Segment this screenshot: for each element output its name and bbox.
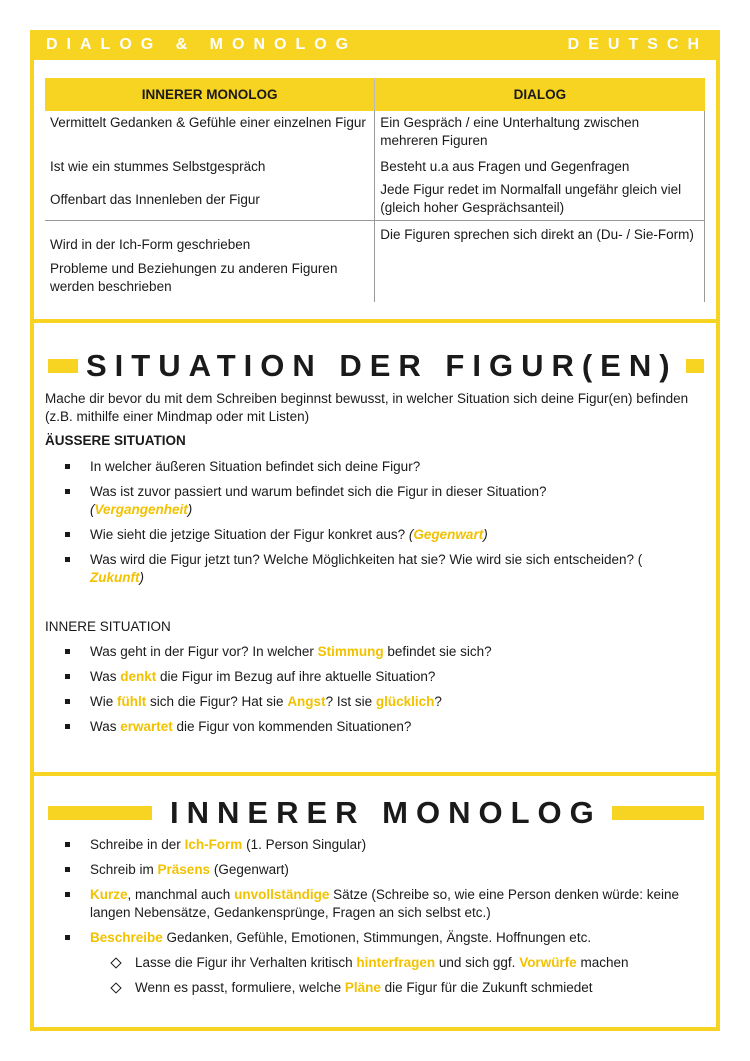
table-cell: Wird in der Ich-Form geschrieben: [45, 221, 375, 257]
bullet-square-icon: [65, 557, 70, 562]
list-item: Schreibe in der Ich-Form (1. Person Singular): [45, 836, 715, 854]
list-item: Was geht in der Figur vor? In welcher Stimmung befindet sie sich?: [45, 643, 715, 661]
situation-heading: [48, 348, 704, 384]
table-cell: Vermittelt Gedanken & Gefühle einer einzelnen Figur: [45, 111, 375, 152]
bullet-diamond-icon: [110, 982, 121, 993]
list-item: Was denkt die Figur im Bezug auf ihre aktuelle Situation?: [45, 668, 715, 686]
heading-bar-left: [48, 806, 152, 820]
heading-bar-right: [686, 359, 704, 373]
header-bar: [30, 30, 720, 60]
bullet-square-icon: [65, 674, 70, 679]
section-divider: [30, 319, 720, 323]
bullet-square-icon: [65, 892, 70, 897]
heading-bar-right: [612, 806, 704, 820]
bullet-square-icon: [65, 489, 70, 494]
table-cell: Besteht u.a aus Fragen und Gegenfragen: [375, 152, 705, 178]
table-cell: Die Figuren sprechen sich direkt an (Du- / Sie-Form): [375, 221, 705, 303]
bullet-square-icon: [65, 935, 70, 940]
monolog-list: [45, 836, 715, 997]
list-item: Was erwartet die Figur von kommenden Situationen?: [45, 718, 715, 736]
comparison-table: [45, 78, 705, 302]
list-item: Schreib im Präsens (Gegenwart): [45, 861, 715, 879]
list-item: Kurze, manchmal auch unvollständige Sätze (Schreibe so, wie eine Person denken würde: keine langen Nebensätze, Gedankensprünge, Fragen an sich selbst etc.): [45, 886, 715, 922]
inner-situation-title: INNERE SITUATION: [45, 619, 171, 634]
list-item: Was ist zuvor passiert und warum befindet sich die Figur in dieser Situation? (Vergangenheit): [45, 483, 715, 519]
list-item: Lasse die Figur ihr Verhalten kritisch hinterfragen und sich ggf. Vorwürfe machen: [45, 954, 715, 972]
header-subject: DEUTSCH: [567, 36, 708, 53]
bullet-square-icon: [65, 649, 70, 654]
list-item: Wie sieht die jetzige Situation der Figur konkret aus? (Gegenwart): [45, 526, 715, 544]
situation-title: SITUATION DER FIGUR(EN): [86, 348, 678, 383]
bullet-square-icon: [65, 532, 70, 537]
list-item: Wie fühlt sich die Figur? Hat sie Angst? Ist sie glücklich?: [45, 693, 715, 711]
table-cell: Ist wie ein stummes Selbstgespräch: [45, 152, 375, 178]
table-header-monolog: INNERER MONOLOG: [45, 78, 375, 111]
bullet-square-icon: [65, 724, 70, 729]
section-divider: [30, 772, 720, 776]
outer-situation-title: ÄUSSERE SITUATION: [45, 433, 186, 448]
header-title: DIALOG & MONOLOG: [46, 36, 358, 53]
heading-bar-left: [48, 359, 78, 373]
table-header-dialog: DIALOG: [375, 78, 705, 111]
bullet-diamond-icon: [110, 957, 121, 968]
bullet-square-icon: [65, 867, 70, 872]
inner-situation-list: [45, 643, 715, 736]
table-cell: Offenbart das Innenleben der Figur: [45, 178, 375, 221]
situation-intro: Mache dir bevor du mit dem Schreiben beginnst bewusst, in welcher Situation sich deine Figur(en) befinden (z.B. mithilfe einer Mindmap oder mit Listen): [45, 391, 689, 424]
monolog-title: INNERER MONOLOG: [170, 795, 602, 830]
bullet-square-icon: [65, 699, 70, 704]
table-cell: Probleme und Beziehungen zu anderen Figuren werden beschrieben: [45, 256, 375, 302]
outer-situation-list: [45, 458, 715, 587]
bullet-square-icon: [65, 464, 70, 469]
monolog-heading: [48, 795, 704, 831]
list-item: Was wird die Figur jetzt tun? Welche Möglichkeiten hat sie? Wie wird sie sich entscheiden? ( Zukunft): [45, 551, 715, 587]
bullet-square-icon: [65, 842, 70, 847]
list-item: In welcher äußeren Situation befindet sich deine Figur?: [45, 458, 715, 476]
table-cell: Ein Gespräch / eine Unterhaltung zwischen mehreren Figuren: [375, 111, 705, 152]
table-cell: Jede Figur redet im Normalfall ungefähr gleich viel (gleich hoher Gesprächsanteil): [375, 178, 705, 221]
list-item: Wenn es passt, formuliere, welche Pläne die Figur für die Zukunft schmiedet: [45, 979, 715, 997]
list-item: Beschreibe Gedanken, Gefühle, Emotionen, Stimmungen, Ängste. Hoffnungen etc.: [45, 929, 715, 947]
